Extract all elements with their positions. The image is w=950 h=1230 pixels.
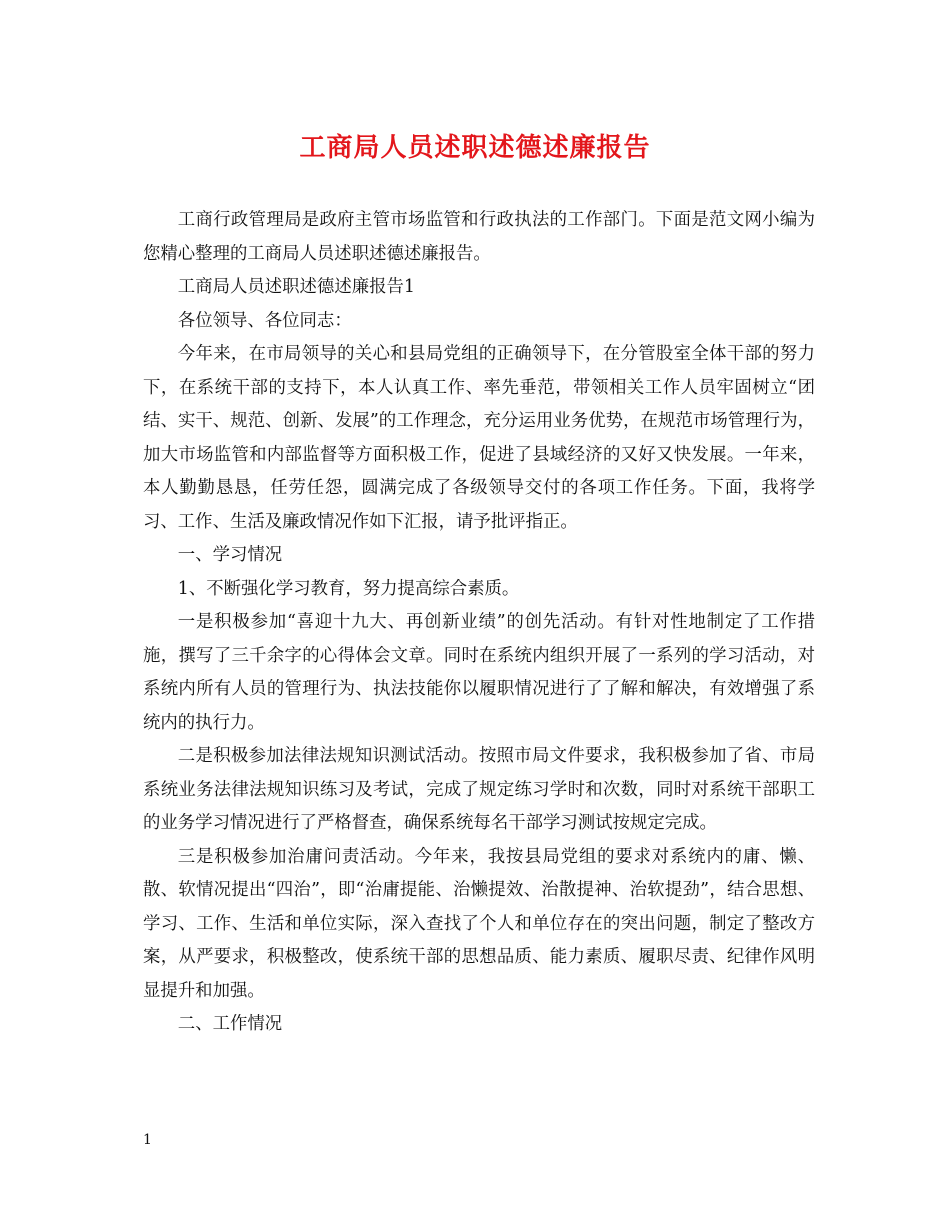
intro-paragraph: 工商行政管理局是政府主管市场监管和行政执法的工作部门。下面是范文网小编为您精心整理的工商局人员述职述德述廉报告。 — [143, 210, 815, 264]
body-paragraph: 一是积极参加“喜迎十九大、再创新业绩”的创先活动。有针对性地制定了工作措施，撰写了三千余字的心得体会文章。同时在系统内组织开展了一系列的学习活动，对系统内所有人员的管理行为、执法技能你以履职情况进行了了解和解决，有效增强了系统内的执行力。 — [143, 612, 815, 733]
page-number: 1 — [143, 1132, 152, 1148]
section-heading: 二、工作情况 — [177, 1014, 283, 1034]
body-paragraph: 今年来，在市局领导的关心和县局党组的正确领导下，在分管股室全体干部的努力下，在系统干部的支持下，本人认真工作、率先垂范，带领相关工作人员牢固树立“团结、实干、规范、创新、发展”的工作理念，充分运用业务优势，在规范市场管理行为，加大市场监管和内部监督等方面积极工作，促进了县域经济的又好又快发展。一年来，本人勤勤恳恳，任劳任怨，圆满完成了各级领导交付的各项工作任务。下面，我将学习、工作、生活及廉政情况作如下汇报，请予批评指正。 — [143, 344, 815, 532]
section-heading: 一、学习情况 — [177, 545, 283, 565]
body-paragraph: 二是积极参加法律法规知识测试活动。按照市局文件要求，我积极参加了省、市局系统业务法律法规知识练习及考试，完成了规定练习学时和次数，同时对系统干部职工的业务学习情况进行了严格督查，确保系统每名干部学习测试按规定完成。 — [143, 746, 815, 833]
document-title: 工商局人员述职述德述廉报告 — [299, 133, 651, 163]
report-subtitle: 工商局人员述职述德述廉报告1 — [177, 277, 415, 297]
document-body — [143, 204, 815, 1042]
sub-heading: 1、不断强化学习教育，努力提高综合素质。 — [177, 578, 520, 599]
salutation: 各位领导、各位同志： — [177, 310, 352, 331]
body-paragraph: 三是积极参加治庸问责活动。今年来，我按县局党组的要求对系统内的庸、懒、散、软情况提出“四治”，即“治庸提能、治懒提效、治散提神、治软提劲”，结合思想、学习、工作、生活和单位实际，深入查找了个人和单位存在的突出问题，制定了整改方案，从严要求，积极整改，使系统干部的思想品质、能力素质、履职尽责、纪律作风明显提升和加强。 — [143, 846, 815, 1001]
